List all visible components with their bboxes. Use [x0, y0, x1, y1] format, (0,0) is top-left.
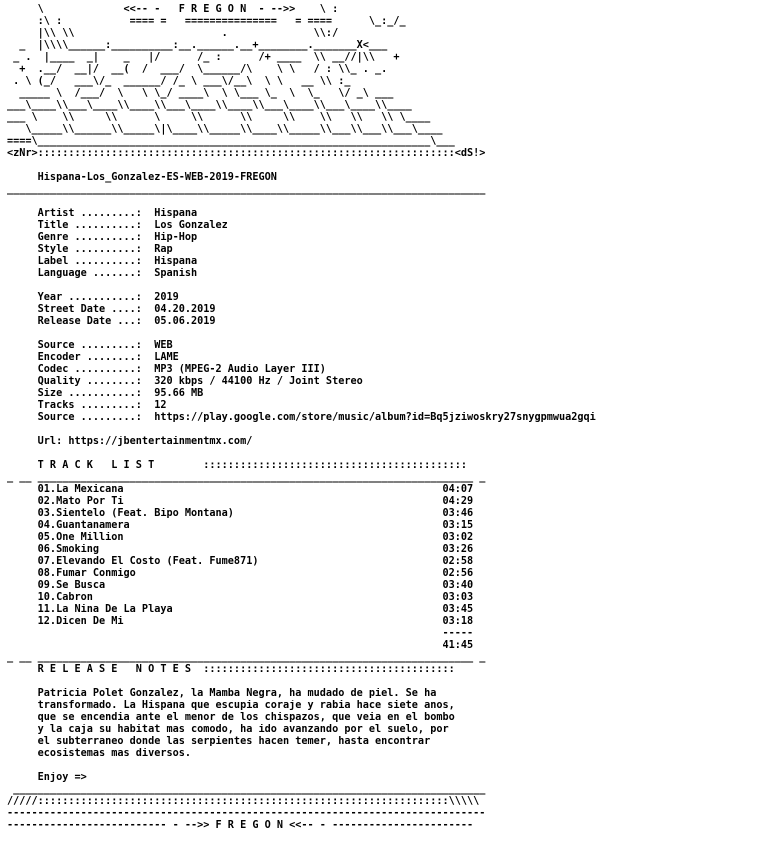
nfo-line: Encoder ........: LAME: [7, 352, 179, 363]
nfo-line: 10.Cabron 03:03: [7, 592, 474, 603]
nfo-line: Hispana-Los_Gonzalez-ES-WEB-2019-FREGON: [7, 172, 277, 183]
nfo-line: ecosistemas mas diversos.: [7, 748, 192, 759]
nfo-line: Codec ..........: MP3 (MPEG-2 Audio Layer III): [7, 364, 326, 375]
nfo-line: <zNr>::::::::::::::::::::::::::::::::::::::::::::::::::::::::::::::::::::<dS!>: [7, 148, 486, 159]
nfo-line: \ <<-- - F R E G O N - -->> \ :: [7, 4, 339, 15]
nfo-line: [7, 196, 784, 208]
nfo-line: \_____\\______\\_____\|\____\\_____\\____\\_____\\___\\___\\___\____: [7, 124, 443, 135]
nfo-line: -----: [7, 628, 474, 639]
nfo-line: que se encendia ante el menor de los chispazos, que veia en el bombo: [7, 712, 455, 723]
nfo-line: Genre ..........: Hip-Hop: [7, 232, 198, 243]
nfo-line: [7, 160, 784, 172]
nfo-line: 02.Mato Por Ti 04:29: [7, 496, 474, 507]
nfo-line: 41:45: [7, 640, 474, 651]
nfo-line: Patricia Polet Gonzalez, la Mamba Negra, ha mudado de piel. Se ha: [7, 688, 437, 699]
nfo-line: 01.La Mexicana 04:07: [7, 484, 474, 495]
nfo-line: ___\____\\___\____\\____\\___\____\\____\\___\____\\___\____\\____: [7, 100, 412, 111]
nfo-line: 07.Elevando El Costo (Feat. Fume871) 02:58: [7, 556, 474, 567]
nfo-line: 12.Dicen De Mi 03:18: [7, 616, 474, 627]
nfo-line: [7, 424, 784, 436]
nfo-line: :\ : ==== = =============== = ==== \_:_/_: [7, 16, 406, 27]
nfo-line: [7, 280, 784, 292]
nfo-line: [7, 448, 784, 460]
nfo-line: -------------------------- - -->> F R E G O N <<-- - -----------------------: [7, 820, 474, 831]
nfo-line: y la caja su habitat mas comodo, ha ido avanzando por el suelo, por: [7, 724, 449, 735]
nfo-line: Enjoy =>: [7, 772, 87, 783]
nfo-line: [7, 676, 784, 688]
nfo-line: ------------------------------------------------------------------------------: [7, 808, 486, 819]
nfo-line: Artist .........: Hispana: [7, 208, 198, 219]
nfo-line: ___ \ \\ \\ \ \\ \\ \\ \\ \\ \\ \____: [7, 112, 431, 123]
nfo-line: 11.La Nina De La Playa 03:45: [7, 604, 474, 615]
nfo-line: ______________________________________________________________________________: [7, 184, 486, 195]
nfo-line: + .__/ __|/ __( / ___/ \______/\ \ \ / : \\_ . _.: [7, 64, 388, 75]
nfo-line: el subterraneo donde las serpientes hacen temer, hasta encontrar: [7, 736, 431, 747]
nfo-line: 03.Sientelo (Feat. Bipo Montana) 03:46: [7, 508, 474, 519]
nfo-line: _____ \ /___/ \ \ \_/ ____\ \ \___ \_ \ \_ \/ _\ ___: [7, 88, 394, 99]
nfo-line: 05.One Million 03:02: [7, 532, 474, 543]
nfo-line: |\\ \\ . \\:/: [7, 28, 339, 39]
nfo-line: 06.Smoking 03:26: [7, 544, 474, 555]
nfo-line: T R A C K L I S T :::::::::::::::::::::::::::::::::::::::::::: [7, 460, 468, 471]
nfo-line: Release Date ...: 05.06.2019: [7, 316, 216, 327]
nfo-line: ====\________________________________________________________________\___: [7, 136, 455, 147]
nfo-line: . \ (_/ ___\/_ ______/ /_ \ ___\/__\ \ \ __ \\ :_: [7, 76, 351, 87]
nfo-line: Label ..........: Hispana: [7, 256, 198, 267]
nfo-line: R E L E A S E N O T E S :::::::::::::::::::::::::::::::::::::::::: [7, 664, 455, 675]
nfo-line: Year ...........: 2019: [7, 292, 179, 303]
nfo-line: Source .........: WEB: [7, 340, 173, 351]
nfo-line: _ __ _______________________________________________________________________ _: [7, 652, 486, 663]
nfo-line: _ . |____ _| _ |/ /_ : /+ ____ \\ __//|\\ +: [7, 52, 400, 63]
nfo-line: Quality ........: 320 kbps / 44100 Hz / Joint Stereo: [7, 376, 363, 387]
nfo-line: _ __ _______________________________________________________________________ _: [7, 472, 486, 483]
nfo-line: 09.Se Busca 03:40: [7, 580, 474, 591]
nfo-line: Street Date ....: 04.20.2019: [7, 304, 216, 315]
nfo-line: Size ...........: 95.66 MB: [7, 388, 204, 399]
nfo-line: /////:::::::::::::::::::::::::::::::::::::::::::::::::::::::::::::::::::\\\\\: [7, 796, 480, 807]
nfo-line: Style ..........: Rap: [7, 244, 173, 255]
nfo-line: transformado. La Hispana que escupia coraje y rabia hace siete anos,: [7, 700, 455, 711]
nfo-line: Tracks .........: 12: [7, 400, 167, 411]
nfo-line: Language .......: Spanish: [7, 268, 198, 279]
nfo-line: [7, 760, 784, 772]
nfo-line: Url: https://jbentertainmentmx.com/: [7, 436, 253, 447]
nfo-line: _ |\\\\______:__________:__.______.__+________._______X<___: [7, 40, 388, 51]
nfo-line: Source .........: https://play.google.com/store/music/album?id=Bq5jziwoskry27snygpmwua2gqi: [7, 412, 596, 423]
nfo-line: 08.Fumar Conmigo 02:56: [7, 568, 474, 579]
nfo-line: [7, 328, 784, 340]
nfo-line: _____________________________________________________________________________: [7, 784, 486, 795]
nfo-line: 04.Guantanamera 03:15: [7, 520, 474, 531]
nfo-line: Title ..........: Los Gonzalez: [7, 220, 228, 231]
